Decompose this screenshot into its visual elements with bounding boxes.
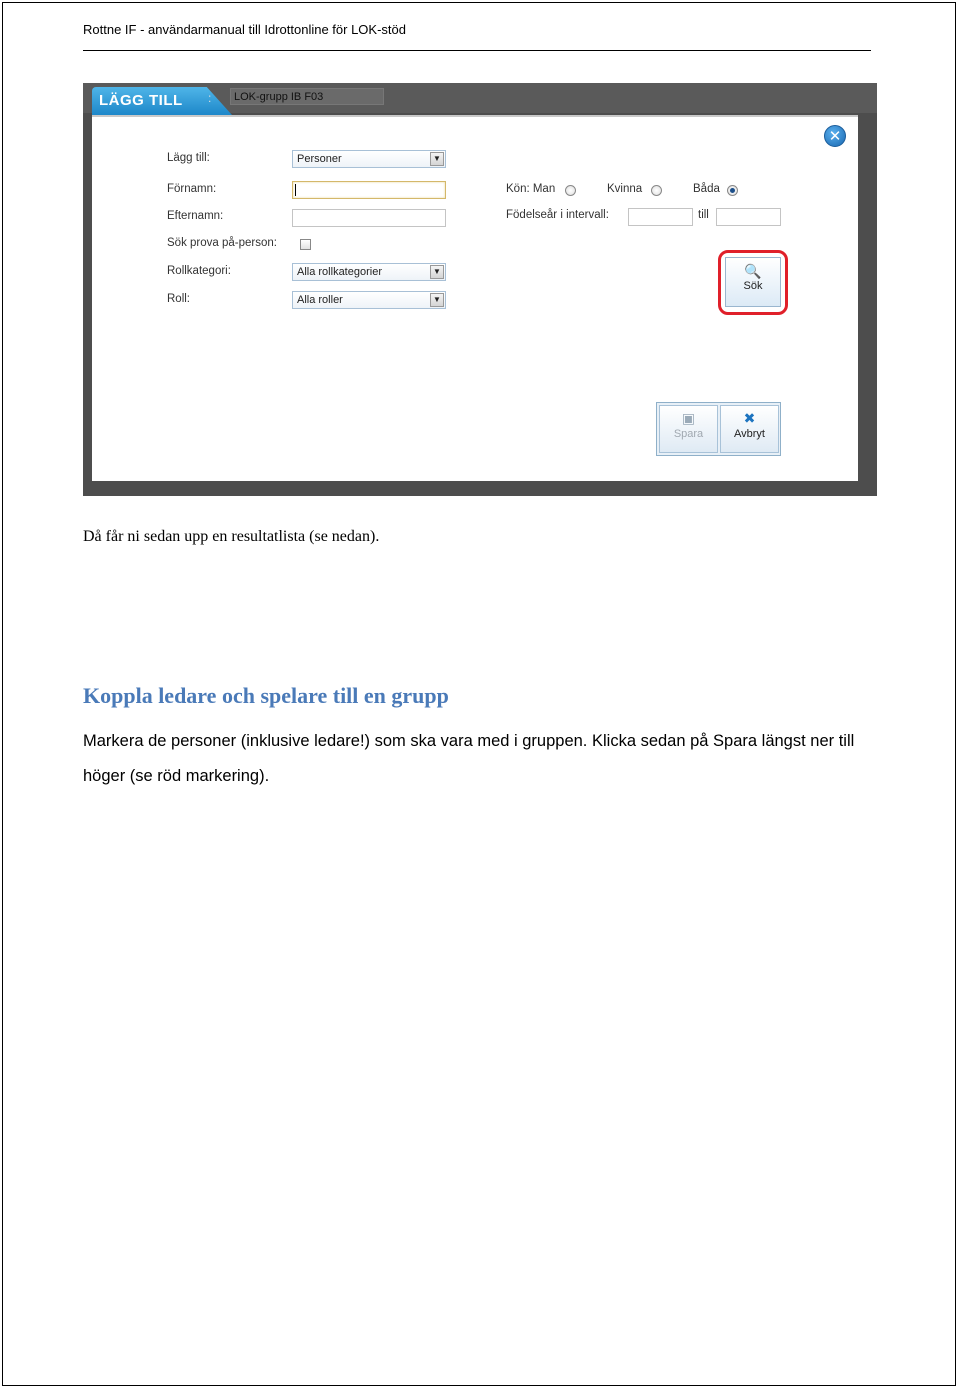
intro-text: Då får ni sedan upp en resultatlista (se nedan). [83,528,380,545]
role-value: Alla roller [297,294,343,306]
chevron-down-icon: ▼ [430,152,444,166]
gender-both-radio[interactable] [727,185,738,196]
birthyear-to-input[interactable] [716,208,781,226]
gender-male-radio[interactable] [565,185,576,196]
rolecat-label: Rollkategori: [167,265,231,277]
screenshot [83,83,877,496]
search-button[interactable] [725,257,781,307]
trial-person-label: Sök prova på-person: [167,237,277,249]
add-type-select[interactable] [292,150,446,168]
firstname-label: Förnamn: [167,183,217,195]
cancel-button-label: Avbryt [734,428,765,440]
save-button-label: Spara [673,428,704,440]
gender-female-label: Kvinna [607,183,643,195]
firstname-input[interactable] [292,181,446,199]
rolecat-value: Alla rollkategorier [297,266,382,278]
magnifier-icon: 🔍 [744,263,762,279]
dialog-title: LÄGG TILL [99,92,183,109]
role-label: Roll: [167,293,191,305]
add-type-value: Personer [297,153,342,165]
gender-label: Kön: Man [506,183,556,195]
rolecat-select[interactable] [292,263,446,281]
gender-female-radio[interactable] [651,185,662,196]
birthyear-label: Födelseår i intervall: [506,209,609,221]
lastname-label: Efternamn: [167,210,224,222]
search-button-label: Sök [743,280,763,292]
section-heading: Koppla ledare och spelare till en grupp [83,683,449,708]
floppy-disk-icon: ▣ [681,410,696,426]
add-dialog [92,115,858,481]
trial-person-checkbox[interactable] [300,239,311,250]
save-button[interactable] [659,405,718,453]
close-icon[interactable]: ✕ [824,125,846,147]
chevron-down-icon: ▼ [430,293,444,307]
cancel-x-icon: ✖ [743,410,756,426]
cancel-button[interactable] [720,405,779,453]
role-select[interactable] [292,291,446,309]
gender-both-label: Båda [693,183,720,195]
group-name-field: LOK-grupp IB F03 [230,88,384,105]
group-colon: : [208,91,212,105]
chevron-down-icon: ▼ [430,265,444,279]
header-rule [83,50,871,51]
document-header: Rottne IF - användarmanual till Idrottonline för LOK-stöd [83,22,406,37]
add-type-label: Lägg till: [167,152,210,164]
instruction-paragraph: Markera de personer (inklusive ledare!) som ska vara med i gruppen. Klicka sedan på Spara längst ner till höger (se röd markering). [83,732,855,785]
birthyear-from-input[interactable] [628,208,693,226]
lastname-input[interactable] [292,209,446,227]
action-button-group [656,402,781,456]
birthyear-to-label: till [698,209,709,221]
